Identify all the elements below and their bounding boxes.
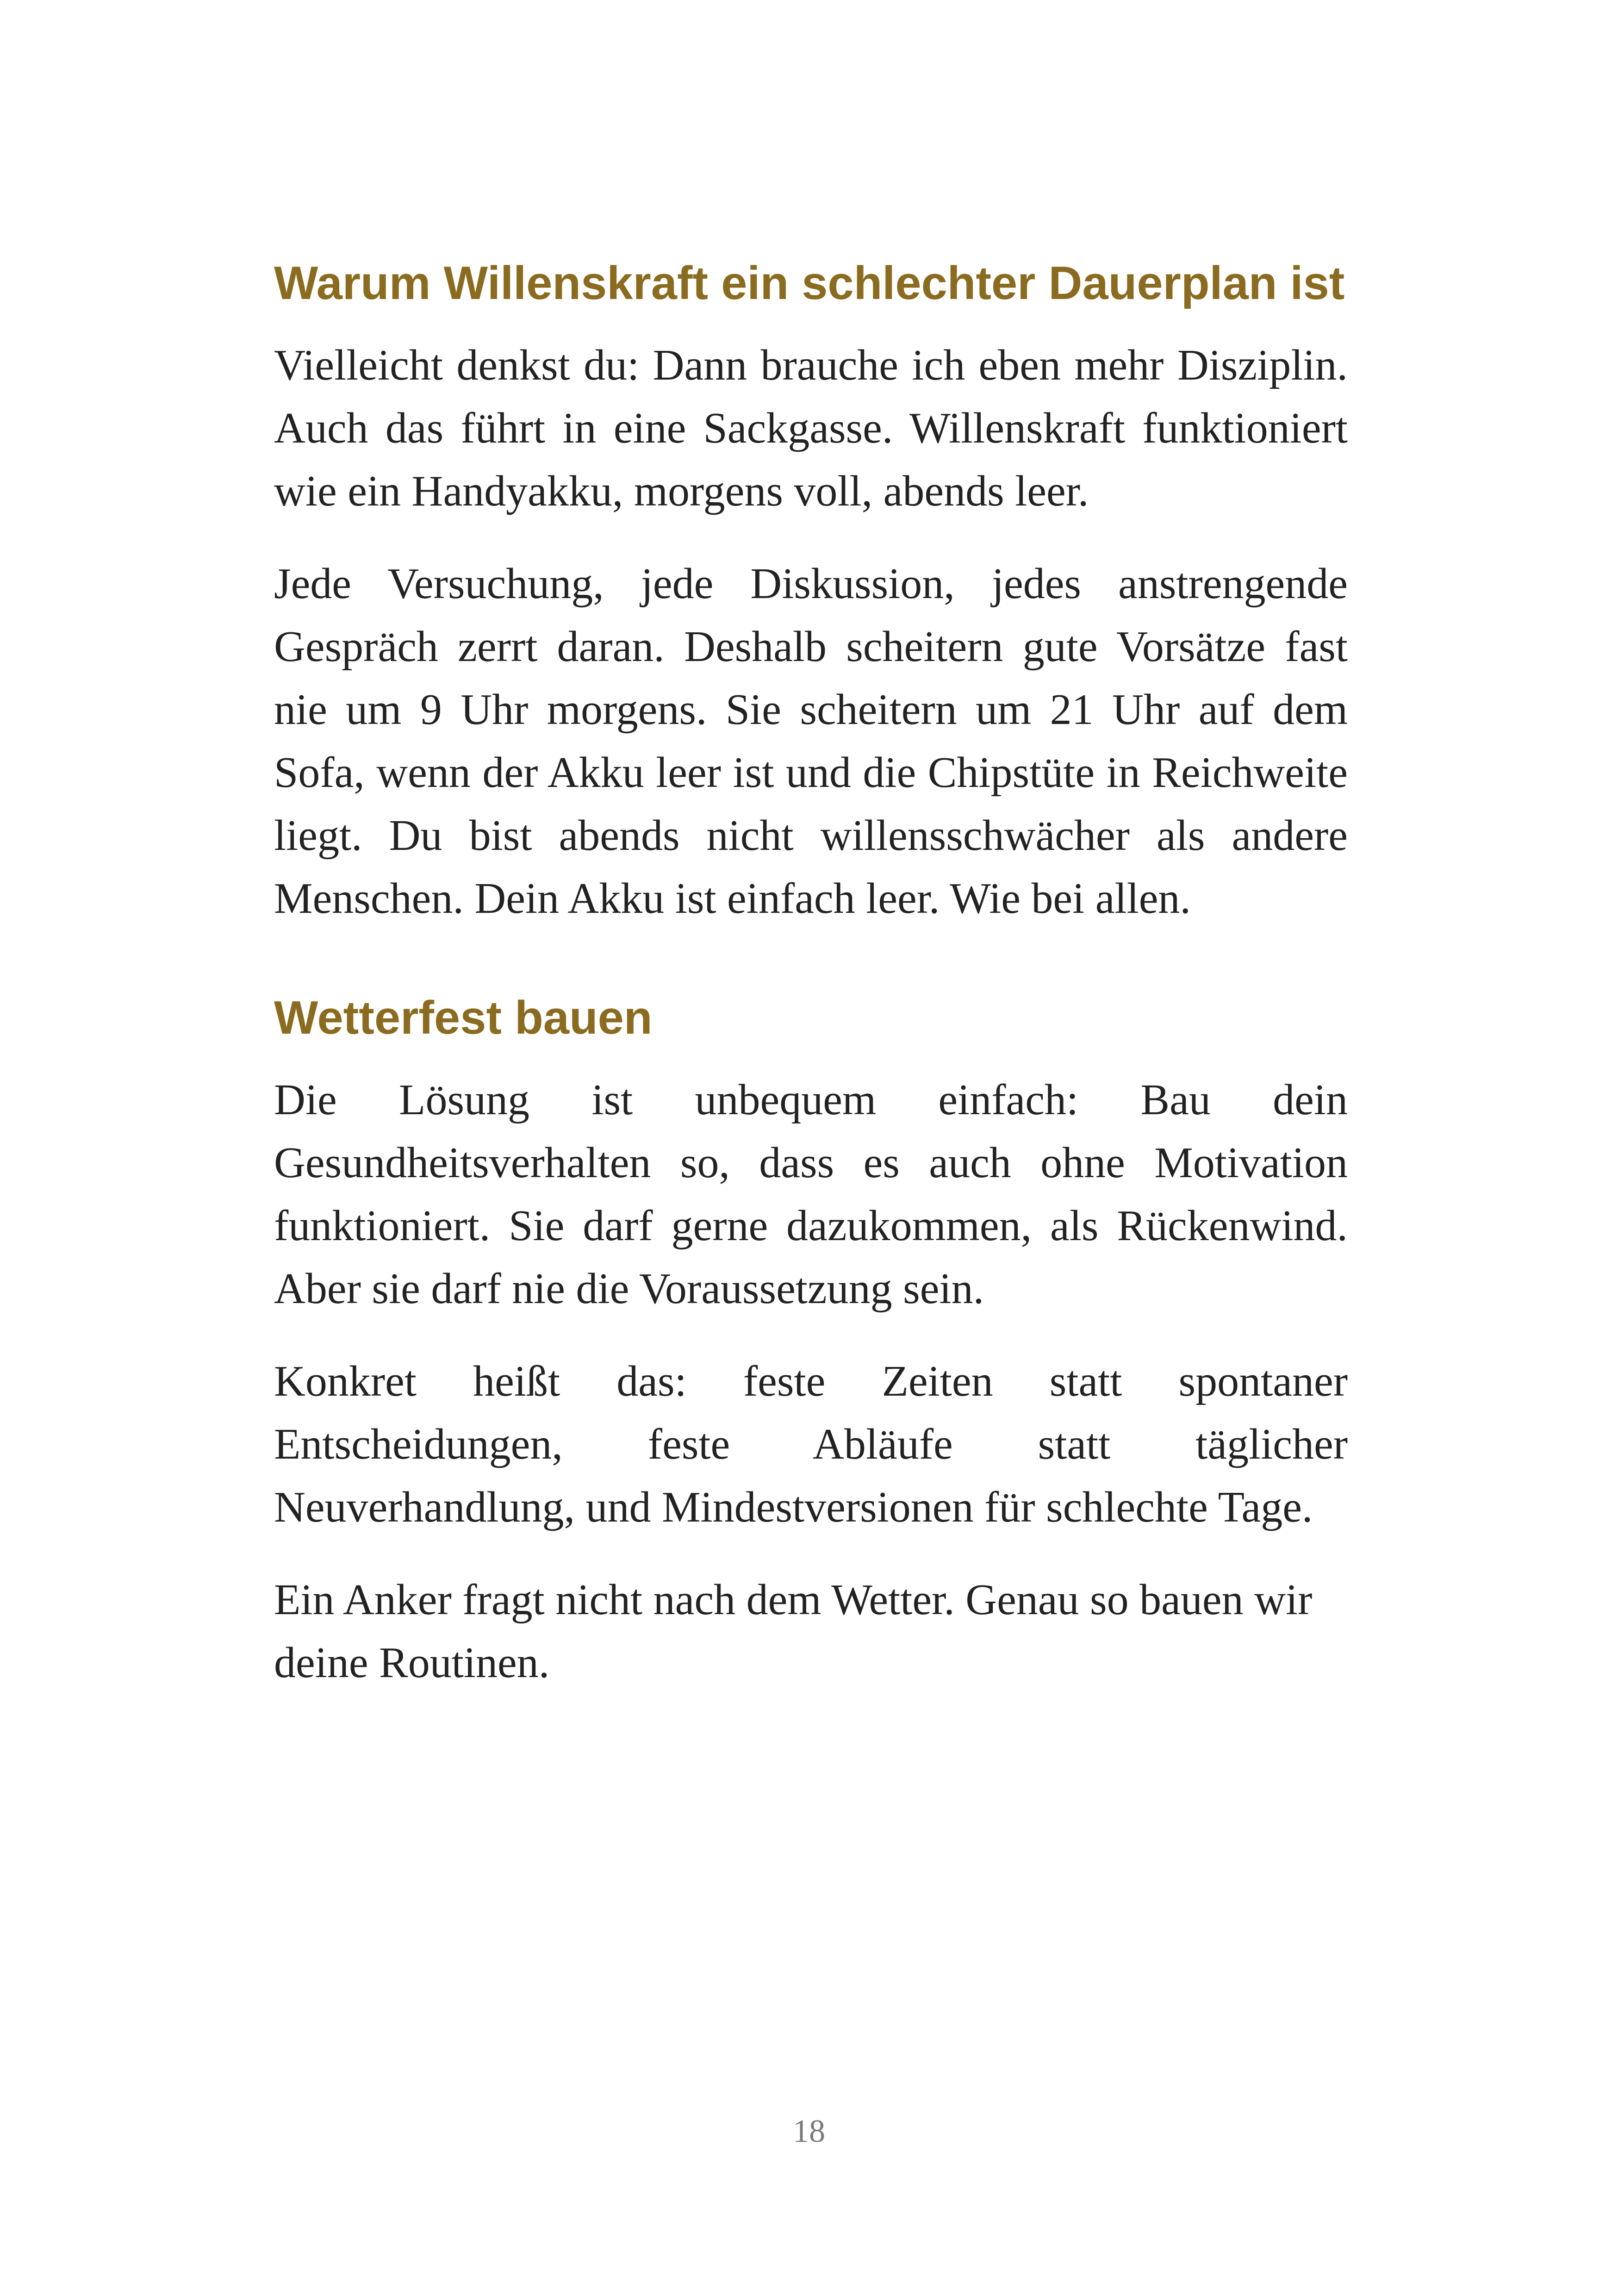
section-heading-willenskraft: Warum Willenskraft ein schlechter Dauerplan ist bbox=[274, 257, 1345, 309]
paragraph: Jede Versuchung, jede Diskussion, jedes anstrengende Gespräch zerrt daran. Deshalb scheitern gute Vorsätze fast nie um 9 Uhr morgens. Sie scheitern um 21 Uhr auf dem Sofa, wenn der Akku leer ist und die Chipstüte in Reichweite liegt. Du bist abends nicht willensschwächer als andere Menschen. Dein Akku ist einfach leer. Wie bei allen. bbox=[274, 560, 1348, 923]
page-content bbox=[274, 256, 1348, 1724]
paragraph: Vielleicht denkst du: Dann brauche ich eben mehr Disziplin. Auch das führt in eine Sackgasse. Willenskraft funktioniert wie ein Handyakku, morgens voll, abends leer. bbox=[274, 341, 1348, 516]
paragraph: Die Lösung ist unbequem einfach: Bau dein Gesundheitsverhalten so, dass es auch ohne Motivation funktioniert. Sie darf gerne dazukommen, als Rückenwind. Aber sie darf nie die Voraussetzung sein. bbox=[274, 1076, 1348, 1313]
page-number: 18 bbox=[793, 2114, 825, 2149]
paragraph: Ein Anker fragt nicht nach dem Wetter. Genau so bauen wir deine Routinen. bbox=[274, 1576, 1313, 1687]
paragraph: Konkret heißt das: feste Zeiten statt spontaner Entscheidungen, feste Abläufe statt täglicher Neuverhandlung, und Mindestversionen für schlechte Tage. bbox=[274, 1357, 1348, 1532]
section-heading-wetterfest: Wetterfest bauen bbox=[274, 992, 653, 1044]
